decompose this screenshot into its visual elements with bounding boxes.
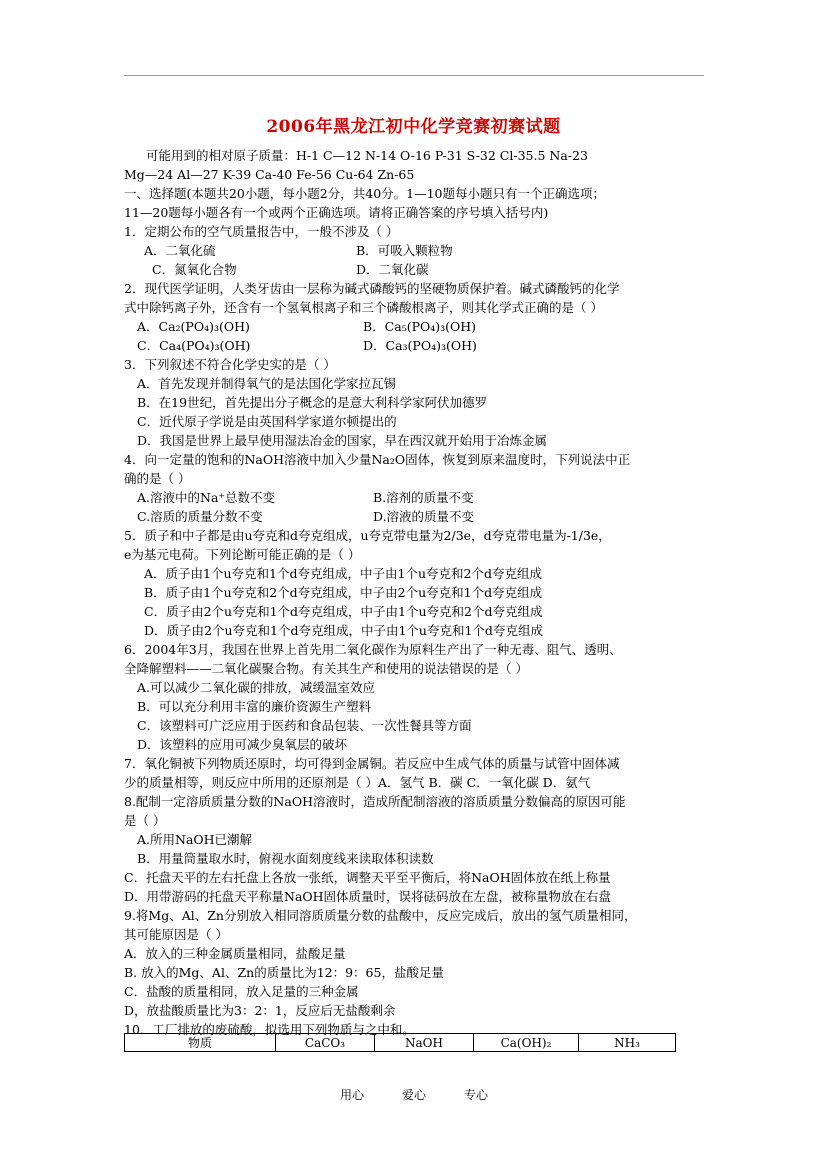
document-body [124, 146, 706, 1039]
text-line: A．首先发现并制得氧气的是法国化学家拉瓦锡 [137, 376, 397, 391]
footer-text: 用心 [340, 1088, 365, 1102]
footer-text: 爱心 [402, 1088, 427, 1102]
option: D．Ca₃(PO₄)₃(OH) [363, 338, 477, 353]
option: A.溶液中的Na⁺总数不变 [137, 490, 275, 505]
text-line: 是（ ） [124, 813, 166, 828]
text-line: 6．2004年3月，我国在世界上首先用二氧化碳作为原料生产出了一种无毒、阻气、透明、 [124, 642, 622, 657]
text-line: 少的质量相等，则反应中所用的还原剂是（ ）A．氢气 B．碳 C．一氧化碳 D．氨气 [124, 775, 591, 790]
option: D．二氧化碳 [356, 262, 429, 277]
text-line: 8.配制一定溶质质量分数的NaOH溶液时，造成所配制溶液的溶质质量分数偏高的原因可能 [124, 794, 626, 809]
text-line: D．用带游码的托盘天平称量NaOH固体质量时，误将砝码放在左盘，被称量物放在右盘 [124, 889, 612, 904]
text-line: 全降解塑料——二氧化碳聚合物。有关其生产和使用的说法错误的是（ ） [124, 661, 528, 676]
text-line: D．质子由2个u夸克和1个d夸克组成，中子由1个u夸克和1个d夸克组成 [144, 623, 543, 638]
option: C.溶质的质量分数不变 [137, 509, 263, 524]
text-line: 可能用到的相对原子质量：H-1 C—12 N-14 O-16 P-31 S-32 Cl-35.5 Na-23 [146, 148, 588, 163]
text-line: A.可以减少二氧化碳的排放，减缓温室效应 [137, 680, 376, 695]
option-row [124, 336, 706, 355]
text-line: 11—20题每小题各有一个或两个正确选项。请将正确答案的序号填入括号内) [124, 205, 549, 220]
header-rule [124, 75, 704, 76]
text-line: B．在19世纪，首先提出分子概念的是意大利科学家阿伏加德罗 [137, 395, 488, 410]
table-cell: NaOH [375, 1034, 474, 1052]
footer-text: 专心 [464, 1088, 489, 1102]
text-line: B．质子由1个u夸克和2个d夸克组成，中子由2个u夸克和1个d夸克组成 [144, 585, 543, 600]
text-line: D．我国是世界上最早使用湿法冶金的国家，早在西汉就开始用于冶炼金属 [137, 433, 548, 448]
option-row [124, 241, 706, 260]
option: B．可吸入颗粒物 [356, 243, 453, 258]
text-line: 确的是（ ） [124, 471, 191, 486]
option: C．Ca₄(PO₄)₃(OH) [137, 338, 251, 353]
text-line: A.所用NaOH已潮解 [137, 832, 253, 847]
text-line: C．质子由2个u夸克和1个d夸克组成，中子由1个u夸克和2个d夸克组成 [144, 604, 543, 619]
option: B.溶剂的质量不变 [373, 490, 474, 505]
substance-table [124, 1033, 676, 1052]
option: B．Ca₅(PO₄)₃(OH) [363, 319, 477, 334]
text-line: 2．现代医学证明，人类牙齿由一层称为碱式磷酸钙的坚硬物质保护着。碱式磷酸钙的化学 [124, 281, 620, 296]
option-row [124, 260, 706, 279]
text-line: 式中除钙离子外，还含有一个氢氧根离子和三个磷酸根离子，则其化学式正确的是（ ） [124, 300, 603, 315]
page-title: 2006年黑龙江初中化学竞赛初赛试题 [266, 117, 561, 137]
option: C．氮氧化合物 [152, 262, 237, 277]
table-cell: NH₃ [579, 1034, 676, 1052]
text-line: B．用量筒量取水时，俯视水面刻度线来读取体积读数 [137, 851, 434, 866]
text-line: Mg—24 Al—27 K-39 Ca-40 Fe-56 Cu-64 Zn-65 [124, 167, 415, 182]
table-row [125, 1034, 676, 1052]
table-cell: Ca(OH)₂ [474, 1034, 579, 1052]
text-line: 其可能原因是（ ） [124, 927, 228, 942]
option: A．Ca₂(PO₄)₃(OH) [137, 319, 250, 334]
text-line: 3．下列叙述不符合化学史实的是（ ） [124, 357, 336, 372]
option: A．二氧化硫 [144, 243, 216, 258]
text-line: 一、选择题(本题共20小题，每小题2分，共40分。1—10题每小题只有一个正确选项； [124, 186, 606, 201]
text-line: D，放盐酸质量比为3：2：1，反应后无盐酸剩余 [124, 1003, 396, 1018]
option: D.溶液的质量不变 [373, 509, 475, 524]
option-row [124, 507, 706, 526]
text-line: C．近代原子学说是由英国科学家道尔顿提出的 [137, 414, 397, 429]
text-line: 7．氧化铜被下列物质还原时，均可得到金属铜。若反应中生成气体的质量与试管中固体减 [124, 756, 620, 771]
option-row [124, 317, 706, 336]
table-cell: CaCO₃ [276, 1034, 375, 1052]
text-line: D．该塑料的应用可减少臭氧层的破坏 [137, 737, 348, 752]
text-line: B. 放入的Mg、Al、Zn的质量比为12：9：65，盐酸足量 [124, 965, 444, 980]
table-cell: 物质 [125, 1034, 276, 1052]
text-line: 1．定期公布的空气质量报告中，一般不涉及（ ） [124, 224, 399, 239]
text-line: 10．工厂排放的废硫酸，拟选用下列物质与之中和。 [124, 1022, 415, 1037]
text-line: C．托盘天平的左右托盘上各放一张纸，调整天平至平衡后，将NaOH固体放在纸上称量 [124, 870, 611, 885]
text-line: C．该塑料可广泛应用于医药和食品包装、一次性餐具等方面 [137, 718, 472, 733]
text-line: C．盐酸的质量相同，放入足量的三种金属 [124, 984, 359, 999]
text-line: A．放入的三种金属质量相同，盐酸足量 [124, 946, 346, 961]
option-row [124, 488, 706, 507]
text-line: A．质子由1个u夸克和1个d夸克组成，中子由1个u夸克和2个d夸克组成 [144, 566, 542, 581]
text-line: 5．质子和中子都是由u夸克和d夸克组成，u夸克带电量为2/3e，d夸克带电量为-1/3e， [124, 528, 611, 543]
text-line: 9.将Mg、Al、Zn分别放入相同溶质质量分数的盐酸中，反应完成后，放出的氢气质量相同， [124, 908, 637, 923]
text-line: e为基元电荷。下列论断可能正确的是（ ） [124, 547, 361, 562]
text-line: 4．向一定量的饱和的NaOH溶液中加入少量Na₂O固体，恢复到原来温度时，下列说法中正 [124, 452, 631, 467]
text-line: B．可以充分利用丰富的廉价资源生产塑料 [137, 699, 372, 714]
